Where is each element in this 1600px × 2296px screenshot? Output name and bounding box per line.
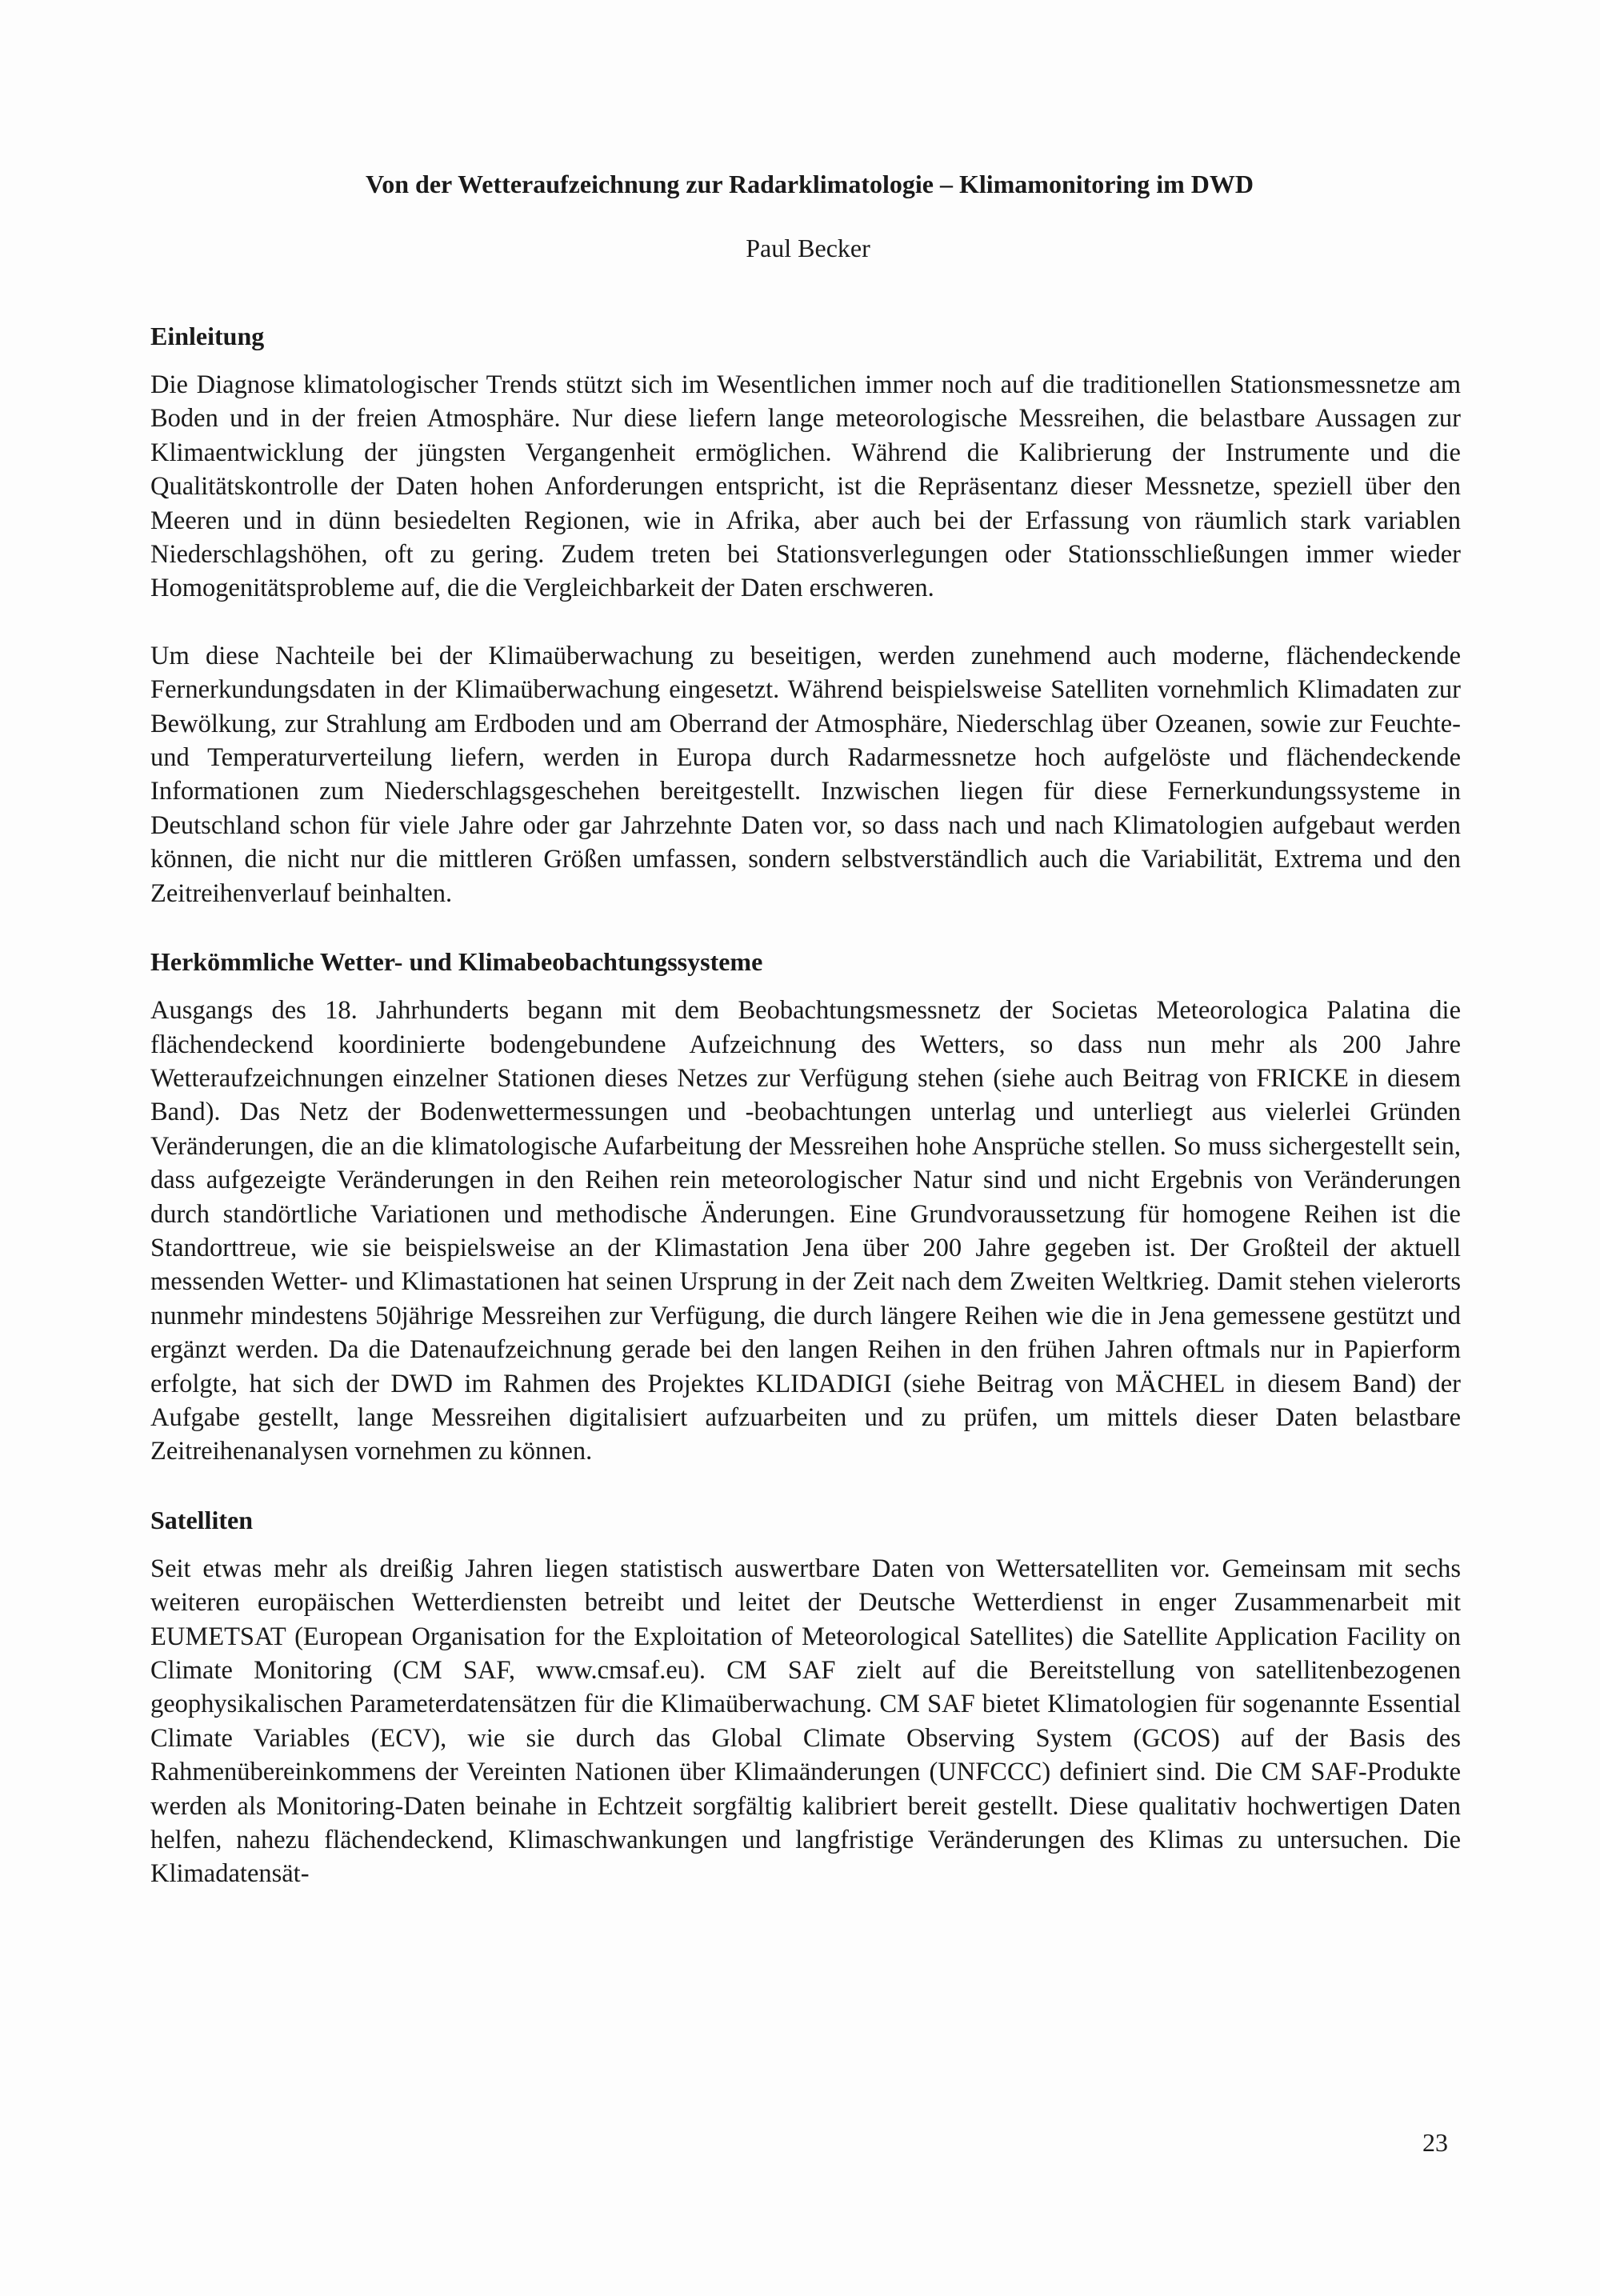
paragraph-einleitung-1: Die Diagnose klimatologischer Trends stützt sich im Wesentlichen immer noch auf die traditionellen Stationsmessnetze am Boden und in der freien Atmosphäre. Nur diese liefern lange meteorologische Messreihen, die belastbare Aussagen zur Klimaentwicklung der jüngsten Vergangenheit ermöglichen. Während die Kalibrierung der Instrumente und die Qualitätskontrolle der Daten hohen Anforderungen entspricht, ist die Repräsentanz dieser Messnetze, speziell über den Meeren und in dünn besiedelten Regionen, wie in Afrika, aber auch bei der Erfassung von räumlich stark variablen Niederschlagshöhen, oft zu gering. Zudem treten bei Stationsverlegungen oder Stationsschließungen immer wieder Homogenitätsprobleme auf, die die Vergleichbarkeit der Daten erschweren. [150,370,1461,603]
heading-herkoemmliche-systeme: Herkömmliche Wetter- und Klimabeobachtungssysteme [150,947,763,977]
paragraph-satelliten-1: Seit etwas mehr als dreißig Jahren liegen statistisch auswertbare Daten von Wettersatelliten vor. Gemeinsam mit sechs weiteren europäischen Wetterdiensten betreibt und leitet der Deutsche Wetterdienst in enger Zusammenarbeit mit EUMETSAT (European Organisation for the Exploitation of Meteorological Satellites) die Satellite Application Facility on Climate Monitoring (CM SAF, www.cmsaf.eu). CM SAF zielt auf die Bereitstellung von satellitenbezogenen geophysikalischen Parameterdatensätzen für die Klimaüberwachung. CM SAF bietet Klimatologien für sogenannte Essential Climate Variables (ECV), wie sie durch das Global Climate Observing System (GCOS) auf der Basis des Rahmenübereinkommens der Vereinten Nationen über Klimaänderungen (UNFCCC) definiert sind. Die CM SAF-Produkte werden als Monitoring-Daten beinahe in Echtzeit sorgfältig kalibriert bereit gestellt. Diese qualitativ hochwertigen Daten helfen, nahezu flächendeckend, Klimaschwankungen und langfristige Veränderungen des Klimas zu untersuchen. Die Klimadatensät- [150,1554,1461,1889]
paragraph-einleitung-2: Um diese Nachteile bei der Klimaüberwachung zu beseitigen, werden zunehmend auch moderne, flächendeckende Fernerkundungsdaten in der Klimaüberwachung eingesetzt. Während beispielsweise Satelliten vornehmlich Klimadaten zur Bewölkung, zur Strahlung am Erdboden und am Oberrand der Atmosphäre, Niederschlag über Ozeanen, sowie zur Feuchte- und Temperaturverteilung liefern, werden in Europa durch Radarmessnetze hoch aufgelöste und flächendeckende Informationen zum Niederschlagsgeschehen bereitgestellt. Inzwischen liegen für diese Fernerkundungssysteme in Deutschland schon für viele Jahre oder gar Jahrzehnte Daten vor, so dass nach und nach Klimatologien aufgebaut werden können, die nicht nur die mittleren Größen umfassen, sondern selbstverständlich auch die Variabilität, Extrema und den Zeitreihenverlauf beinhalten. [150,641,1461,908]
heading-satelliten: Satelliten [150,1505,253,1534]
page-number: 23 [1422,2128,1448,2157]
text-column [150,168,1461,1891]
author-name: Paul Becker [746,234,870,262]
paragraph-herkoemmliche-1: Ausgangs des 18. Jahrhunderts begann mit dem Beobachtungsmessnetz der Societas Meteorologica Palatina die flächendeckend koordinierte bodengebundene Aufzeichnung des Wetters, so dass nun mehr als 200 Jahre Wetteraufzeichnungen einzelner Stationen dieses Netzes zur Verfügung stehen (siehe auch Beitrag von FRICKE in diesem Band). Das Netz der Bodenwettermessungen und -beobachtungen unterlag und unterliegt aus vielerlei Gründen Veränderungen, die an die klimatologische Aufarbeitung der Messreihen hohe Ansprüche stellen. So muss sichergestellt sein, dass aufgezeigte Veränderungen in den Reihen rein meteorologischer Natur sind und nicht Ergebnis von Veränderungen durch standörtliche Variationen und methodische Änderungen. Eine Grundvoraussetzung für homogene Reihen ist die Standorttreue, wie sie beispielsweise an der Klimastation Jena über 200 Jahre gegeben ist. Der Großteil der aktuell messenden Wetter- und Klimastationen hat seinen Ursprung in der Zeit nach dem Zweiten Weltkrieg. Damit stehen vielerorts nunmehr mindestens 50jährige Messreihen zur Verfügung, die durch längere Reihen wie die in Jena gemessene gestützt und ergänzt werden. Da die Datenaufzeichnung gerade bei den langen Reihen in den frühen Jahren oftmals nur in Papierform erfolgte, hat sich der DWD im Rahmen des Projektes KLIDADIGI (siehe Beitrag von MÄCHEL in diesem Band) der Aufgabe gestellt, lange Messreihen digitalisiert aufzuarbeiten und zu prüfen, um mittels dieser Daten belastbare Zeitreihenanalysen vornehmen zu können. [150,996,1461,1466]
heading-einleitung: Einleitung [150,322,265,350]
document-title: Von der Wetteraufzeichnung zur Radarklimatologie – Klimamonitoring im DWD [366,170,1254,198]
